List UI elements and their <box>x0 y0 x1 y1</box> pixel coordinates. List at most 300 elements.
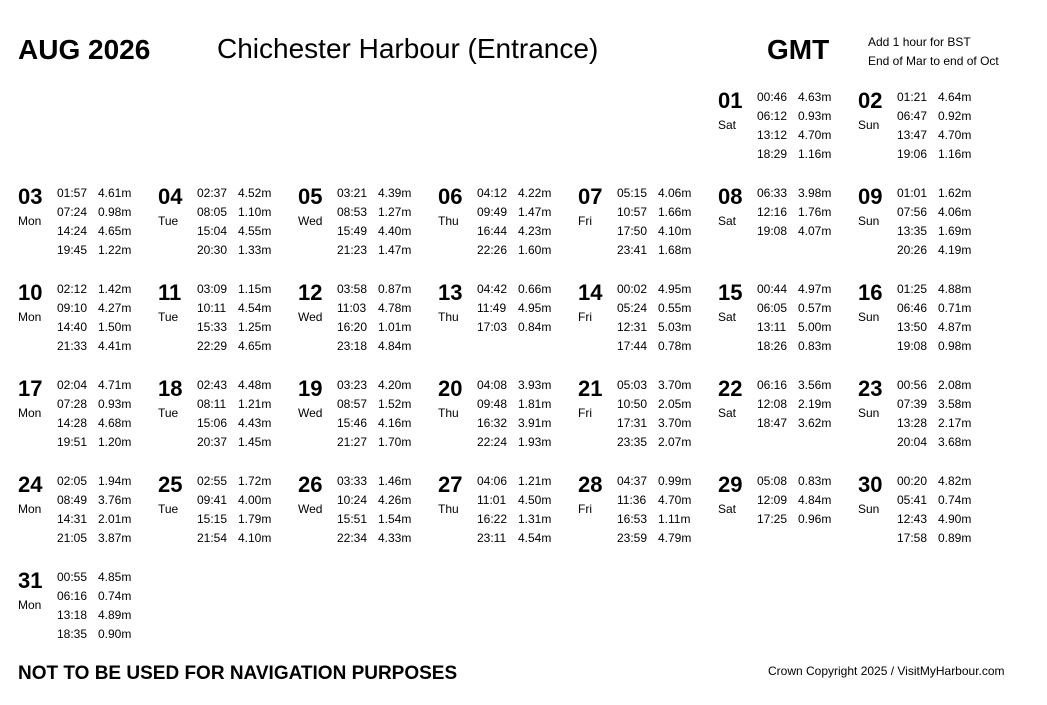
tide-time: 10:11 <box>197 301 227 315</box>
day-of-week: Tue <box>158 310 179 324</box>
day-cell <box>858 472 998 562</box>
tide-height: 4.85m <box>98 570 132 584</box>
tide-time: 19:45 <box>57 243 88 257</box>
tide-height: 1.45m <box>238 435 272 449</box>
tide-height: 4.41m <box>98 339 132 353</box>
tide-height: 1.20m <box>98 435 132 449</box>
tide-row <box>757 491 831 510</box>
tide-row <box>477 318 551 337</box>
tide-height: 1.66m <box>658 205 692 219</box>
tide-height: 1.94m <box>98 474 132 488</box>
day-number: 07 <box>578 184 603 209</box>
day-number: 20 <box>438 376 463 401</box>
day-cell <box>18 184 158 274</box>
tide-row <box>57 433 131 452</box>
tide-list <box>897 88 971 164</box>
day-of-week: Thu <box>438 406 459 420</box>
tide-row <box>757 88 831 107</box>
tide-height: 4.43m <box>238 416 272 430</box>
tide-height: 3.98m <box>798 186 832 200</box>
tide-time: 02:43 <box>197 378 228 392</box>
tide-height: 4.61m <box>98 186 132 200</box>
tide-row <box>897 126 971 145</box>
day-cell <box>298 472 438 562</box>
tide-time: 02:04 <box>57 378 88 392</box>
tide-row <box>477 510 551 529</box>
tide-height: 3.68m <box>938 435 972 449</box>
day-number: 12 <box>298 280 323 305</box>
tide-time: 13:28 <box>897 416 928 430</box>
tide-row <box>57 203 131 222</box>
day-cell <box>18 568 158 658</box>
day-number: 31 <box>18 568 43 593</box>
tide-height: 1.76m <box>798 205 832 219</box>
tide-row <box>617 491 691 510</box>
tide-height: 4.95m <box>518 301 552 315</box>
tide-height: 4.79m <box>658 531 692 545</box>
tide-height: 0.66m <box>518 282 552 296</box>
tide-row <box>337 280 411 299</box>
day-of-week: Sun <box>858 310 880 324</box>
tide-list <box>617 472 691 548</box>
tide-list <box>57 568 131 644</box>
tide-time: 23:18 <box>337 339 368 353</box>
tide-height: 1.33m <box>238 243 272 257</box>
tide-time: 18:29 <box>757 147 788 161</box>
day-cell <box>298 184 438 274</box>
tide-time: 21:27 <box>337 435 368 449</box>
tide-height: 4.00m <box>238 493 272 507</box>
tide-row <box>197 414 271 433</box>
tide-row <box>57 184 131 203</box>
tide-height: 1.27m <box>378 205 412 219</box>
tide-height: 0.92m <box>938 109 972 123</box>
tide-height: 4.89m <box>98 608 132 622</box>
tide-row <box>897 203 971 222</box>
bst-note-line: End of Mar to end of Oct <box>868 54 999 68</box>
tide-height: 1.11m <box>658 512 691 526</box>
tide-height: 4.78m <box>378 301 412 315</box>
tide-time: 03:23 <box>337 378 368 392</box>
tide-row <box>897 107 971 126</box>
tide-time: 17:58 <box>897 531 928 545</box>
tide-row <box>337 433 411 452</box>
tide-time: 09:48 <box>477 397 508 411</box>
tide-height: 1.54m <box>378 512 412 526</box>
day-number: 30 <box>858 472 883 497</box>
tide-time: 06:46 <box>897 301 928 315</box>
tide-time: 06:47 <box>897 109 928 123</box>
tide-height: 3.62m <box>798 416 832 430</box>
tide-height: 4.10m <box>238 531 272 545</box>
tide-list <box>477 472 551 548</box>
tide-row <box>897 376 971 395</box>
tide-row <box>617 510 691 529</box>
tide-time: 00:56 <box>897 378 928 392</box>
tide-row <box>337 184 411 203</box>
tide-height: 4.48m <box>238 378 272 392</box>
tide-row <box>197 472 271 491</box>
tide-time: 00:44 <box>757 282 788 296</box>
tide-height: 4.84m <box>798 493 832 507</box>
day-cell <box>858 280 998 370</box>
tide-row <box>897 241 971 260</box>
tide-list <box>197 280 271 356</box>
tide-row <box>57 472 131 491</box>
tide-row <box>757 126 831 145</box>
tide-list <box>897 472 971 548</box>
day-cell <box>718 472 858 562</box>
tide-time: 22:34 <box>337 531 368 545</box>
tide-list <box>337 280 411 356</box>
day-of-week: Wed <box>298 310 323 324</box>
day-cell <box>158 280 298 370</box>
tide-list <box>897 184 971 260</box>
tide-time: 08:57 <box>337 397 368 411</box>
tide-row <box>197 184 271 203</box>
tide-row <box>197 529 271 548</box>
tide-row <box>617 529 691 548</box>
tide-height: 0.83m <box>798 474 832 488</box>
tide-time: 15:06 <box>197 416 228 430</box>
place-title: Chichester Harbour (Entrance) <box>217 33 599 64</box>
tide-row <box>617 472 691 491</box>
tide-time: 07:28 <box>57 397 88 411</box>
tide-time: 11:36 <box>617 493 647 507</box>
tide-row <box>57 606 131 625</box>
tide-height: 1.21m <box>238 397 272 411</box>
tide-height: 4.65m <box>238 339 272 353</box>
tide-height: 1.46m <box>378 474 412 488</box>
tide-time: 15:04 <box>197 224 228 238</box>
day-number: 21 <box>578 376 603 401</box>
day-of-week: Sat <box>718 214 737 228</box>
tide-time: 13:12 <box>757 128 788 142</box>
tide-height: 4.64m <box>938 90 972 104</box>
tide-row <box>617 184 691 203</box>
tide-row <box>57 395 131 414</box>
tide-row <box>897 222 971 241</box>
tide-height: 3.70m <box>658 416 692 430</box>
tide-height: 4.87m <box>938 320 972 334</box>
tide-height: 4.70m <box>938 128 972 142</box>
tide-time: 12:08 <box>757 397 788 411</box>
tide-time: 03:58 <box>337 282 368 296</box>
tide-time: 11:01 <box>477 493 507 507</box>
tide-time: 14:31 <box>57 512 88 526</box>
tide-height: 1.81m <box>518 397 552 411</box>
tide-height: 0.99m <box>658 474 692 488</box>
tide-row <box>337 529 411 548</box>
tide-row <box>477 491 551 510</box>
day-of-week: Tue <box>158 502 179 516</box>
tide-row <box>57 318 131 337</box>
day-cell <box>578 472 718 562</box>
tide-row <box>757 184 831 203</box>
tide-row <box>617 222 691 241</box>
month-title: AUG 2026 <box>18 34 151 65</box>
tide-row <box>477 222 551 241</box>
tide-row <box>197 280 271 299</box>
tide-time: 15:51 <box>337 512 368 526</box>
tide-row <box>57 510 131 529</box>
tide-row <box>337 241 411 260</box>
tide-time: 05:24 <box>617 301 648 315</box>
day-cell <box>718 280 858 370</box>
tide-time: 12:31 <box>617 320 648 334</box>
day-of-week: Mon <box>18 502 42 516</box>
tide-height: 4.70m <box>658 493 692 507</box>
tide-height: 4.95m <box>658 282 692 296</box>
tide-time: 06:33 <box>757 186 788 200</box>
tide-time: 22:26 <box>477 243 508 257</box>
day-of-week: Mon <box>18 598 42 612</box>
tide-time: 06:12 <box>757 109 788 123</box>
tide-time: 03:09 <box>197 282 228 296</box>
tide-row <box>757 318 831 337</box>
tide-height: 1.69m <box>938 224 972 238</box>
tide-row <box>57 491 131 510</box>
day-cell <box>718 88 858 178</box>
day-of-week: Fri <box>578 406 592 420</box>
tide-time: 21:33 <box>57 339 88 353</box>
day-of-week: Sun <box>858 118 880 132</box>
tide-time: 13:50 <box>897 320 928 334</box>
tide-height: 1.01m <box>378 320 412 334</box>
day-cell <box>158 376 298 466</box>
tide-row <box>897 395 971 414</box>
tide-height: 5.00m <box>798 320 832 334</box>
day-number: 03 <box>18 184 43 209</box>
tide-list <box>897 280 971 356</box>
tide-row <box>897 318 971 337</box>
tide-height: 1.16m <box>938 147 972 161</box>
tide-row <box>757 414 831 433</box>
tide-row <box>757 222 831 241</box>
tide-height: 4.88m <box>938 282 972 296</box>
day-number: 02 <box>858 88 883 113</box>
tide-height: 4.39m <box>378 186 412 200</box>
day-of-week: Fri <box>578 502 592 516</box>
tide-time: 14:40 <box>57 320 88 334</box>
tide-row <box>477 414 551 433</box>
day-number: 13 <box>438 280 463 305</box>
tide-list <box>897 376 971 452</box>
tide-time: 23:35 <box>617 435 648 449</box>
tide-time: 20:30 <box>197 243 228 257</box>
tide-time: 15:46 <box>337 416 368 430</box>
timezone-label: GMT <box>767 34 830 65</box>
tide-height: 4.65m <box>98 224 132 238</box>
tide-row <box>337 222 411 241</box>
tide-row <box>57 625 131 644</box>
day-cell <box>858 376 998 466</box>
day-number: 16 <box>858 280 883 305</box>
tide-height: 4.70m <box>798 128 832 142</box>
day-number: 17 <box>18 376 43 401</box>
tide-time: 14:24 <box>57 224 88 238</box>
tide-height: 0.93m <box>98 397 132 411</box>
tide-row <box>897 491 971 510</box>
day-of-week: Mon <box>18 406 42 420</box>
tide-height: 3.56m <box>798 378 832 392</box>
day-of-week: Wed <box>298 406 323 420</box>
tide-row <box>57 280 131 299</box>
tide-time: 04:08 <box>477 378 508 392</box>
tide-height: 1.31m <box>518 512 552 526</box>
day-of-week: Fri <box>578 214 592 228</box>
tide-row <box>197 318 271 337</box>
day-number: 14 <box>578 280 603 305</box>
tide-list <box>337 376 411 452</box>
tide-time: 09:41 <box>197 493 228 507</box>
tide-row <box>477 472 551 491</box>
day-cell <box>718 376 858 466</box>
tide-row <box>57 299 131 318</box>
tide-height: 0.74m <box>938 493 972 507</box>
tide-time: 21:05 <box>57 531 88 545</box>
tide-row <box>897 414 971 433</box>
tide-height: 4.55m <box>238 224 272 238</box>
day-cell <box>578 280 718 370</box>
day-of-week: Wed <box>298 214 323 228</box>
bst-note-line: Add 1 hour for BST <box>868 35 971 49</box>
tide-time: 00:20 <box>897 474 928 488</box>
day-of-week: Sat <box>718 406 737 420</box>
day-number: 24 <box>18 472 43 497</box>
tide-row <box>197 203 271 222</box>
tide-row <box>757 395 831 414</box>
tide-row <box>337 510 411 529</box>
tide-row <box>197 433 271 452</box>
tide-row <box>897 280 971 299</box>
tide-height: 0.74m <box>98 589 132 603</box>
tide-row <box>757 376 831 395</box>
tide-row <box>57 222 131 241</box>
tide-height: 1.47m <box>378 243 412 257</box>
tide-time: 11:03 <box>337 301 367 315</box>
tide-row <box>617 241 691 260</box>
tide-row <box>57 414 131 433</box>
tide-list <box>757 280 831 356</box>
tide-row <box>897 529 971 548</box>
tide-time: 16:44 <box>477 224 508 238</box>
tide-row <box>477 241 551 260</box>
tide-time: 01:57 <box>57 186 88 200</box>
tide-time: 08:11 <box>197 397 227 411</box>
tide-row <box>337 337 411 356</box>
day-cell <box>298 376 438 466</box>
tide-list <box>57 184 131 260</box>
tide-row <box>897 472 971 491</box>
tide-time: 05:03 <box>617 378 648 392</box>
tide-row <box>337 472 411 491</box>
tide-row <box>197 376 271 395</box>
tide-time: 20:37 <box>197 435 228 449</box>
tide-time: 16:32 <box>477 416 508 430</box>
day-number: 19 <box>298 376 323 401</box>
tide-row <box>617 318 691 337</box>
tide-height: 1.72m <box>238 474 272 488</box>
tide-row <box>757 510 831 529</box>
tide-row <box>897 510 971 529</box>
tide-row <box>337 414 411 433</box>
tide-row <box>757 145 831 164</box>
tide-time: 23:59 <box>617 531 648 545</box>
day-of-week: Sat <box>718 310 737 324</box>
tide-time: 08:49 <box>57 493 88 507</box>
tide-time: 13:18 <box>57 608 88 622</box>
tide-row <box>757 280 831 299</box>
tide-row <box>897 145 971 164</box>
tide-time: 02:37 <box>197 186 228 200</box>
day-number: 11 <box>158 280 182 305</box>
day-of-week: Sat <box>718 502 737 516</box>
tide-row <box>57 587 131 606</box>
tide-row <box>897 184 971 203</box>
tide-row <box>897 88 971 107</box>
tide-height: 3.87m <box>98 531 132 545</box>
day-number: 05 <box>298 184 323 209</box>
tide-row <box>477 529 551 548</box>
tide-time: 11:49 <box>477 301 507 315</box>
tide-height: 0.87m <box>378 282 412 296</box>
tide-time: 15:15 <box>197 512 228 526</box>
tide-row <box>617 299 691 318</box>
tide-height: 4.16m <box>378 416 412 430</box>
day-cell <box>858 88 998 178</box>
tide-height: 4.52m <box>238 186 272 200</box>
tide-height: 4.82m <box>938 474 972 488</box>
tide-height: 3.93m <box>518 378 552 392</box>
tide-row <box>477 395 551 414</box>
day-number: 29 <box>718 472 743 497</box>
tide-height: 4.90m <box>938 512 972 526</box>
tide-row <box>337 395 411 414</box>
tide-time: 02:55 <box>197 474 228 488</box>
tide-height: 4.40m <box>378 224 412 238</box>
day-of-week: Tue <box>158 406 179 420</box>
tide-list <box>757 184 831 241</box>
day-cell <box>718 184 858 274</box>
tide-list <box>57 472 131 548</box>
tide-row <box>197 395 271 414</box>
tide-row <box>897 337 971 356</box>
tide-height: 1.79m <box>238 512 272 526</box>
tide-time: 00:46 <box>757 90 788 104</box>
tide-height: 4.22m <box>518 186 552 200</box>
tide-row <box>57 337 131 356</box>
tide-list <box>197 184 271 260</box>
tide-time: 05:08 <box>757 474 788 488</box>
tide-height: 1.47m <box>518 205 552 219</box>
tide-height: 0.90m <box>98 627 132 641</box>
tide-row <box>617 337 691 356</box>
tide-height: 4.68m <box>98 416 132 430</box>
tide-row <box>757 472 831 491</box>
tide-time: 10:57 <box>617 205 648 219</box>
tide-height: 0.55m <box>658 301 692 315</box>
tide-height: 0.78m <box>658 339 692 353</box>
tide-height: 4.33m <box>378 531 412 545</box>
day-of-week: Sun <box>858 214 880 228</box>
tide-height: 2.08m <box>938 378 972 392</box>
tide-height: 4.84m <box>378 339 412 353</box>
day-of-week: Mon <box>18 310 42 324</box>
tide-row <box>197 510 271 529</box>
tide-time: 06:16 <box>57 589 88 603</box>
day-cell <box>298 280 438 370</box>
